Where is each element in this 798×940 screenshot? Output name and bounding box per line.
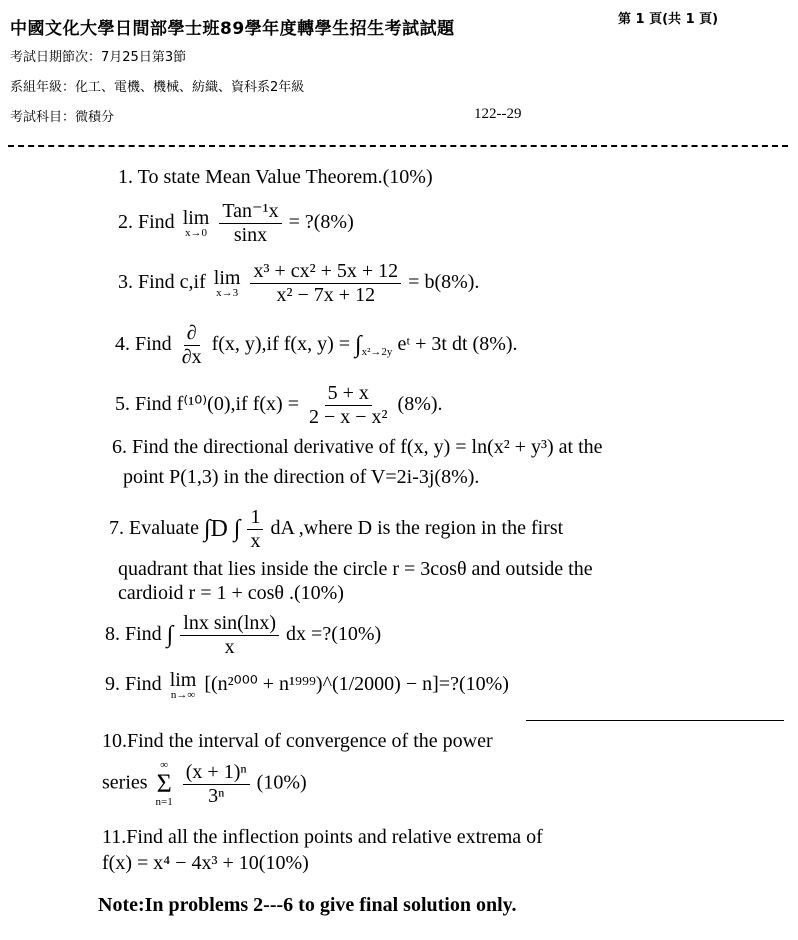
- question-9: [105, 670, 509, 701]
- departments: 系組年級：化工、電機、機械、紡織、資科系2年級: [10, 80, 305, 95]
- question-10-line-2: [102, 760, 307, 808]
- q10-sum-sign: Σ: [156, 769, 172, 798]
- q2-numerator: Tan⁻¹x: [219, 200, 281, 224]
- q3-fraction: [250, 260, 401, 307]
- q4-partial: [179, 322, 205, 369]
- q4-bounds: x²→2y: [361, 346, 393, 359]
- q3-prefix: 3. Find c,if: [118, 271, 206, 294]
- question-1: 1. To state Mean Value Theorem.(10%): [118, 166, 433, 188]
- q9-prefix: 9. Find: [105, 673, 162, 696]
- q10-sum-top: ∞: [160, 759, 169, 771]
- question-11-line-1: 11.Find all the inflection points and relative extrema of: [102, 826, 543, 848]
- question-divider: [526, 720, 784, 721]
- q3-lim-sub: x→3: [216, 287, 239, 299]
- q2-lim-text: lim: [182, 207, 210, 229]
- exam-time: 考試日期節次：7月25日第3節: [10, 50, 187, 65]
- q4-integral-sign: ∫: [355, 332, 362, 358]
- q4-suffix: eᵗ + 3t dt (8%).: [397, 333, 518, 356]
- q8-fraction: [180, 612, 279, 659]
- q10-prefix: series: [102, 771, 148, 794]
- q2-limit: [183, 208, 210, 239]
- q7-fraction: [247, 506, 263, 553]
- q8-suffix: dx =?(10%): [286, 623, 382, 646]
- q3-suffix: = b(8%).: [408, 271, 480, 294]
- question-5: [115, 382, 443, 429]
- q5-fraction: [306, 382, 391, 429]
- q10-denominator: 3ⁿ: [208, 784, 225, 807]
- question-6-line-1: 6. Find the directional derivative of f(x, y) = ln(x² + y³) at the: [112, 436, 603, 458]
- q2-fraction: [219, 200, 281, 247]
- q9-limit: [170, 670, 197, 701]
- q3-denominator: x² − 7x + 12: [276, 284, 376, 306]
- question-4: [115, 322, 518, 369]
- q10-numerator: (x + 1)ⁿ: [183, 761, 250, 785]
- q3-lim-text: lim: [213, 267, 241, 289]
- q2-prefix: 2. Find: [118, 211, 175, 234]
- page-indicator: 第 1 頁(共 1 頁): [618, 12, 719, 27]
- q8-numerator: lnx sin(lnx): [180, 612, 279, 636]
- q9-lim-text: lim: [169, 669, 197, 691]
- question-11-line-2: f(x) = x⁴ − 4x³ + 10(10%): [102, 852, 309, 874]
- q7-denominator: x: [250, 530, 261, 552]
- q3-numerator: x³ + cx² + 5x + 12: [250, 260, 401, 284]
- q4-denominator: ∂x: [181, 346, 202, 368]
- question-2: [118, 200, 354, 247]
- exam-subject: 考試科目：微積分: [10, 110, 115, 125]
- question-6-line-2: point P(1,3) in the direction of V=2i-3j(8%).: [123, 466, 480, 488]
- q2-lim-sub: x→0: [185, 227, 208, 239]
- question-7-line-3: cardioid r = 1 + cosθ .(10%): [118, 582, 344, 604]
- exam-note: Note:In problems 2---6 to give final solution only.: [98, 894, 517, 916]
- exam-title: 中國文化大學日間部學士班89學年度轉學生招生考試試題: [10, 19, 455, 39]
- q2-suffix: = ?(8%): [288, 211, 354, 234]
- question-8: [105, 612, 381, 659]
- question-7: [109, 506, 563, 553]
- q5-denominator: 2 − x − x²: [308, 406, 388, 428]
- q5-prefix: 5. Find f⁽¹⁰⁾(0),if f(x) =: [115, 393, 299, 416]
- q2-denominator: sinx: [233, 224, 268, 246]
- q8-denominator: x: [224, 636, 235, 658]
- q7-prefix: 7. Evaluate: [109, 517, 199, 540]
- header-divider: [8, 145, 788, 147]
- question-3: [118, 260, 479, 307]
- q4-prefix: 4. Find: [115, 333, 172, 356]
- q4-mid: f(x, y),if f(x, y) =: [211, 333, 351, 356]
- exam-code: 122--29: [474, 106, 522, 122]
- q10-suffix: (10%): [256, 771, 307, 794]
- q9-lim-sub: n→∞: [170, 689, 196, 701]
- q4-numerator: ∂: [184, 322, 200, 346]
- q7-numerator: 1: [247, 506, 263, 530]
- q9-body: [(n²⁰⁰⁰ + n¹⁹⁹⁹)^(1/2000) − n]=?(10%): [204, 673, 509, 696]
- q7-double-integral: ∫D ∫: [203, 516, 241, 542]
- question-7-line-2: quadrant that lies inside the circle r = 3cosθ and outside the: [118, 558, 593, 580]
- q7-suffix: dA ,where D is the region in the first: [270, 517, 564, 540]
- q5-numerator: 5 + x: [325, 382, 372, 406]
- question-10-line-1: 10.Find the interval of convergence of the power: [102, 730, 493, 752]
- q8-prefix: 8. Find: [105, 623, 162, 646]
- q10-summation: [156, 760, 173, 808]
- q10-fraction: [183, 761, 250, 808]
- q3-limit: [214, 268, 241, 299]
- q10-sum-bottom: n=1: [155, 796, 173, 808]
- q8-integral-sign: ∫: [166, 622, 174, 648]
- q5-suffix: (8%).: [397, 393, 443, 416]
